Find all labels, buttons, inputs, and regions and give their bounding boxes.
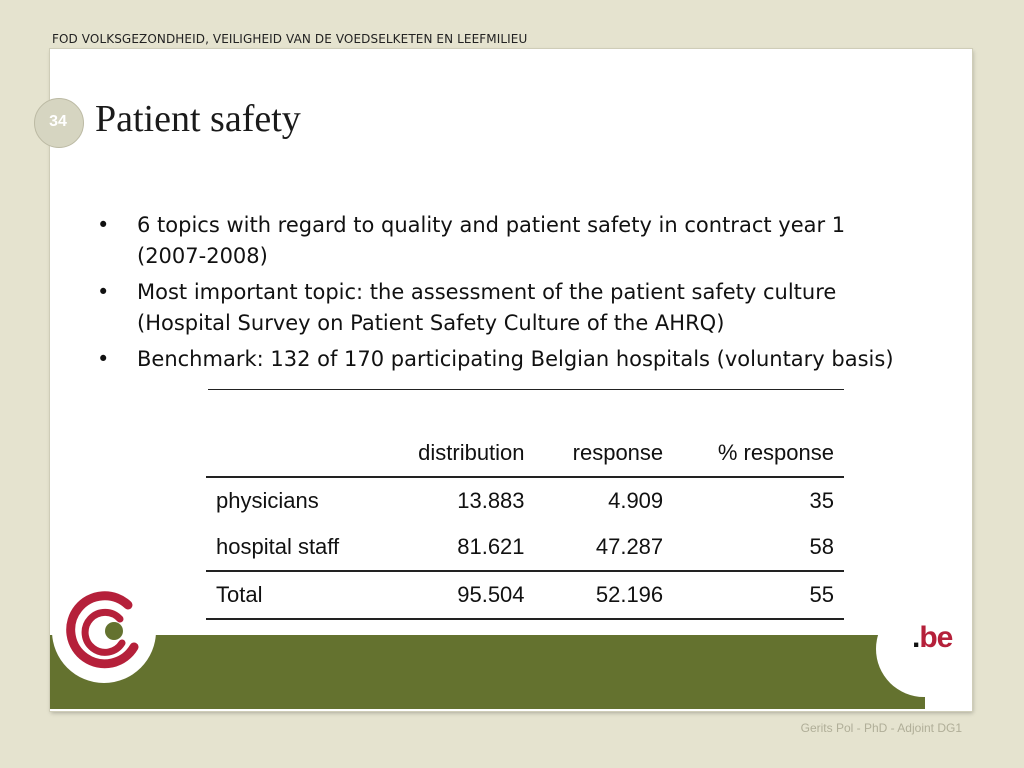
bullet-item — [97, 344, 917, 375]
table-cell: 81.621 — [457, 534, 525, 559]
slide — [50, 49, 972, 711]
table-cell: 13.883 — [457, 488, 525, 513]
page-number: 34 — [49, 113, 67, 130]
bullet-marker: • — [97, 280, 110, 304]
bullet-text: Benchmark: 132 of 170 participating Belgian hospitals (voluntary basis) — [137, 347, 894, 371]
footer-band — [50, 635, 925, 709]
table-header-cell: response — [572, 440, 664, 465]
table-cell: 58 — [809, 534, 834, 559]
fps-logo-icon — [62, 589, 146, 673]
slide-title: Patient safety — [95, 98, 301, 140]
table-header-row — [206, 430, 844, 477]
organization-header: FOD VOLKSGEZONDHEID, VEILIGHEID VAN DE VOEDSELKETEN EN LEEFMILIEU — [52, 32, 528, 46]
table-cell: 95.504 — [457, 582, 525, 607]
bullet-marker: • — [97, 213, 110, 237]
table-cell: 35 — [809, 488, 834, 513]
table-total-row — [206, 571, 844, 619]
bullet-item — [97, 210, 917, 272]
bullet-item — [97, 277, 917, 339]
table-header-cell — [206, 430, 376, 477]
footer-author: Gerits Pol - PhD - Adjoint DG1 — [800, 721, 962, 735]
table-cell: 52.196 — [595, 582, 664, 607]
table-cell: 47.287 — [595, 534, 664, 559]
table-cell: 55 — [809, 582, 834, 607]
bullet-list — [97, 210, 917, 380]
be-logo-dot: . — [912, 621, 920, 654]
row-label: hospital staff — [216, 534, 340, 559]
table-row — [206, 477, 844, 524]
row-label: physicians — [216, 488, 319, 513]
table-row — [206, 524, 844, 571]
bullet-text: Most important topic: the assessment of the patient safety culture (Hospital Survey on Patient Safety Culture of the AHRQ) — [137, 280, 837, 335]
table-header-cell: % response — [717, 440, 834, 465]
table-cell: 4.909 — [608, 488, 664, 513]
be-logo-text: be — [919, 621, 953, 654]
bullet-text: 6 topics with regard to quality and patient safety in contract year 1 (2007-2008) — [137, 213, 846, 268]
bullet-marker: • — [97, 347, 110, 371]
survey-table — [206, 430, 844, 620]
table-header-cell: distribution — [418, 440, 525, 465]
row-label: Total — [216, 582, 263, 607]
be-logo — [912, 621, 952, 655]
table-top-rule — [208, 389, 844, 390]
